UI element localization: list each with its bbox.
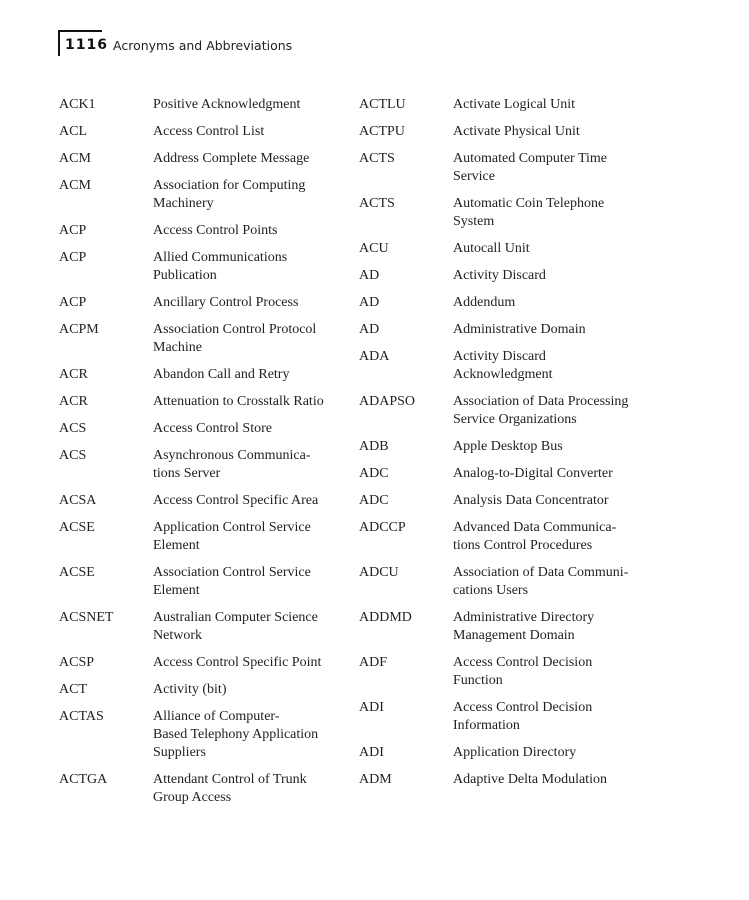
acronym-entry: [59, 177, 349, 213]
definition-line: Ancillary Control Process: [153, 295, 299, 310]
definition: [453, 654, 659, 690]
definition-line: Acknowledgment: [453, 367, 553, 382]
acronym-entry: [59, 96, 349, 114]
acronym-entry: [359, 744, 659, 762]
definition-line: Association of Data Processing: [453, 394, 629, 409]
definition: [453, 564, 659, 600]
acronym: ACP: [59, 223, 87, 238]
acronym-entry: [59, 294, 349, 312]
acronym-entry: [59, 447, 349, 483]
definition: [453, 195, 659, 231]
acronym: ACR: [59, 367, 88, 382]
acronym: ACSE: [59, 565, 95, 580]
definition: [453, 150, 659, 186]
definition: [153, 771, 349, 807]
definition: [453, 492, 659, 510]
page-number: 1116: [65, 37, 108, 53]
acronym: ACTLU: [359, 97, 406, 112]
acronym-entry: [59, 519, 349, 555]
definition-line: Address Complete Message: [153, 151, 310, 166]
definition: [153, 222, 349, 240]
acronym-entry: [59, 564, 349, 600]
acronym: ACSP: [59, 655, 95, 670]
definition: [453, 744, 659, 762]
acronym: ACS: [59, 448, 87, 463]
definition-line: Publication: [153, 268, 217, 283]
definition: [453, 294, 659, 312]
acronym: ADA: [359, 349, 390, 364]
definition-line: Abandon Call and Retry: [153, 367, 290, 382]
definition: [153, 150, 349, 168]
definition-line: Activate Physical Unit: [453, 124, 580, 139]
acronym: ADCU: [359, 565, 399, 580]
acronym-entry: [59, 150, 349, 168]
definition: [153, 447, 349, 483]
definition: [453, 609, 659, 645]
definition: [153, 654, 349, 672]
definition-line: Machinery: [153, 196, 214, 211]
acronym: ACT: [59, 682, 87, 697]
right-column: [359, 96, 659, 798]
acronym: ADM: [359, 772, 392, 787]
definition-line: tions Control Procedures: [453, 538, 593, 553]
definition-line: Access Control Points: [153, 223, 278, 238]
definition: [153, 519, 349, 555]
acronym-entry: [59, 708, 349, 762]
acronym-entry: [359, 699, 659, 735]
definition-line: Apple Desktop Bus: [453, 439, 563, 454]
acronym: ACK1: [59, 97, 96, 112]
acronym: ACU: [359, 241, 389, 256]
acronym-entry: [359, 123, 659, 141]
acronym: ADF: [359, 655, 388, 670]
acronym-entry: [59, 654, 349, 672]
definition-line: Association Control Protocol: [153, 322, 317, 337]
acronym: ADDMD: [359, 610, 412, 625]
acronym: ACSNET: [59, 610, 114, 625]
acronym-entry: [359, 465, 659, 483]
definition-line: Function: [453, 673, 503, 688]
acronym-entry: [59, 366, 349, 384]
definition-line: Access Control Decision: [453, 655, 593, 670]
acronym: ADAPSO: [359, 394, 416, 409]
acronym: ACP: [59, 295, 87, 310]
acronym-entry: [59, 681, 349, 699]
definition-line: Association Control Service: [153, 565, 311, 580]
definition: [453, 438, 659, 456]
left-column: [59, 96, 349, 816]
acronym-entry: [359, 654, 659, 690]
definition-line: Activity Discard: [453, 349, 546, 364]
acronym: ACS: [59, 421, 87, 436]
definition-line: Access Control Decision: [453, 700, 593, 715]
acronym: ACPM: [59, 322, 99, 337]
definition: [153, 564, 349, 600]
definition: [153, 249, 349, 285]
definition-line: Application Control Service: [153, 520, 311, 535]
acronym: ACTS: [359, 196, 395, 211]
definition-line: Activity (bit): [153, 682, 227, 697]
definition: [453, 321, 659, 339]
acronym-entry: [359, 240, 659, 258]
definition-line: Advanced Data Communica-: [453, 520, 617, 535]
acronym: ADI: [359, 745, 384, 760]
definition: [453, 393, 659, 429]
definition: [153, 366, 349, 384]
definition: [453, 96, 659, 114]
acronym-entry: [59, 492, 349, 510]
definition-line: Attendant Control of Trunk: [153, 772, 307, 787]
acronym-entry: [359, 564, 659, 600]
definition: [453, 123, 659, 141]
definition-line: Element: [153, 538, 200, 553]
definition: [453, 348, 659, 384]
acronym-entry: [359, 195, 659, 231]
acronym: ADC: [359, 493, 389, 508]
definition: [153, 393, 349, 411]
definition-line: Autocall Unit: [453, 241, 530, 256]
definition-line: Access Control Specific Area: [153, 493, 319, 508]
definition-line: Adaptive Delta Modulation: [453, 772, 607, 787]
acronym-entry: [359, 150, 659, 186]
definition-line: Activate Logical Unit: [453, 97, 576, 112]
definition-line: Activity Discard: [453, 268, 546, 283]
acronym-entry: [59, 420, 349, 438]
acronym-entry: [359, 321, 659, 339]
acronym: ACL: [59, 124, 87, 139]
acronym: ACTAS: [59, 709, 104, 724]
definition-line: Service Organizations: [453, 412, 577, 427]
definition-line: Automatic Coin Telephone: [453, 196, 605, 211]
definition-line: Allied Communications: [153, 250, 288, 265]
acronym-entry: [59, 321, 349, 357]
definition-line: Network: [153, 628, 202, 643]
acronym: ACM: [59, 178, 91, 193]
definition: [153, 492, 349, 510]
definition: [153, 294, 349, 312]
definition-line: Access Control Specific Point: [153, 655, 322, 670]
acronym: ADI: [359, 700, 384, 715]
definition-line: Positive Acknowledgment: [153, 97, 301, 112]
acronym: ACSE: [59, 520, 95, 535]
definition-line: Administrative Domain: [453, 322, 586, 337]
definition-line: Based Telephony Application: [153, 727, 319, 742]
acronym-entry: [59, 609, 349, 645]
acronym: ACSA: [59, 493, 97, 508]
acronym: AD: [359, 295, 380, 310]
acronym: ADCCP: [359, 520, 406, 535]
acronym-entry: [359, 438, 659, 456]
definition: [453, 240, 659, 258]
definition: [153, 609, 349, 645]
definition-line: Application Directory: [453, 745, 577, 760]
definition-line: Access Control List: [153, 124, 265, 139]
definition-line: Attenuation to Crosstalk Ratio: [153, 394, 324, 409]
definition-line: System: [453, 214, 495, 229]
acronym: ACR: [59, 394, 88, 409]
definition: [153, 681, 349, 699]
definition-line: Association for Computing: [153, 178, 306, 193]
acronym-entry: [59, 771, 349, 807]
definition-line: Addendum: [453, 295, 516, 310]
definition: [153, 177, 349, 213]
definition-line: Service: [453, 169, 495, 184]
definition: [453, 519, 659, 555]
definition-line: Administrative Directory: [453, 610, 595, 625]
definition: [453, 699, 659, 735]
acronym: ACP: [59, 250, 87, 265]
definition-line: Alliance of Computer-: [153, 709, 280, 724]
definition-line: Association of Data Communi-: [453, 565, 629, 580]
definition-line: Australian Computer Science: [153, 610, 318, 625]
acronym-entry: [359, 771, 659, 789]
acronym: ACM: [59, 151, 91, 166]
acronym: ADC: [359, 466, 389, 481]
acronym-entry: [359, 96, 659, 114]
definition-line: Analysis Data Concentrator: [453, 493, 609, 508]
definition-line: Analog-to-Digital Converter: [453, 466, 613, 481]
definition-line: Element: [153, 583, 200, 598]
acronym-entry: [359, 294, 659, 312]
acronym: ACTPU: [359, 124, 405, 139]
acronym-entry: [359, 348, 659, 384]
acronym-entry: [59, 393, 349, 411]
definition-line: tions Server: [153, 466, 221, 481]
acronym-entry: [359, 267, 659, 285]
acronym: AD: [359, 268, 380, 283]
acronym-entry: [359, 609, 659, 645]
acronym-entry: [59, 249, 349, 285]
definition: [153, 123, 349, 141]
acronym: ACTS: [359, 151, 395, 166]
definition-line: cations Users: [453, 583, 529, 598]
definition-line: Information: [453, 718, 520, 733]
header-rule-horizontal: [58, 30, 102, 32]
definition-line: Access Control Store: [153, 421, 272, 436]
definition: [153, 420, 349, 438]
definition-line: Machine: [153, 340, 202, 355]
definition-line: Suppliers: [153, 745, 206, 760]
acronym-entry: [59, 123, 349, 141]
definition: [453, 267, 659, 285]
definition-line: Automated Computer Time: [453, 151, 607, 166]
acronym-entry: [359, 519, 659, 555]
definition: [153, 708, 349, 762]
acronym: AD: [359, 322, 380, 337]
definition-line: Asynchronous Communica-: [153, 448, 311, 463]
header-rule-vertical: [58, 30, 60, 56]
acronym-entry: [359, 492, 659, 510]
acronym-entry: [359, 393, 659, 429]
acronym: ACTGA: [59, 772, 108, 787]
acronym: ADB: [359, 439, 389, 454]
definition: [453, 771, 659, 789]
acronym-entry: [59, 222, 349, 240]
definition-line: Management Domain: [453, 628, 575, 643]
definition: [153, 321, 349, 357]
running-title: Acronyms and Abbreviations: [113, 38, 293, 53]
definition: [453, 465, 659, 483]
definition: [153, 96, 349, 114]
definition-line: Group Access: [153, 790, 232, 805]
